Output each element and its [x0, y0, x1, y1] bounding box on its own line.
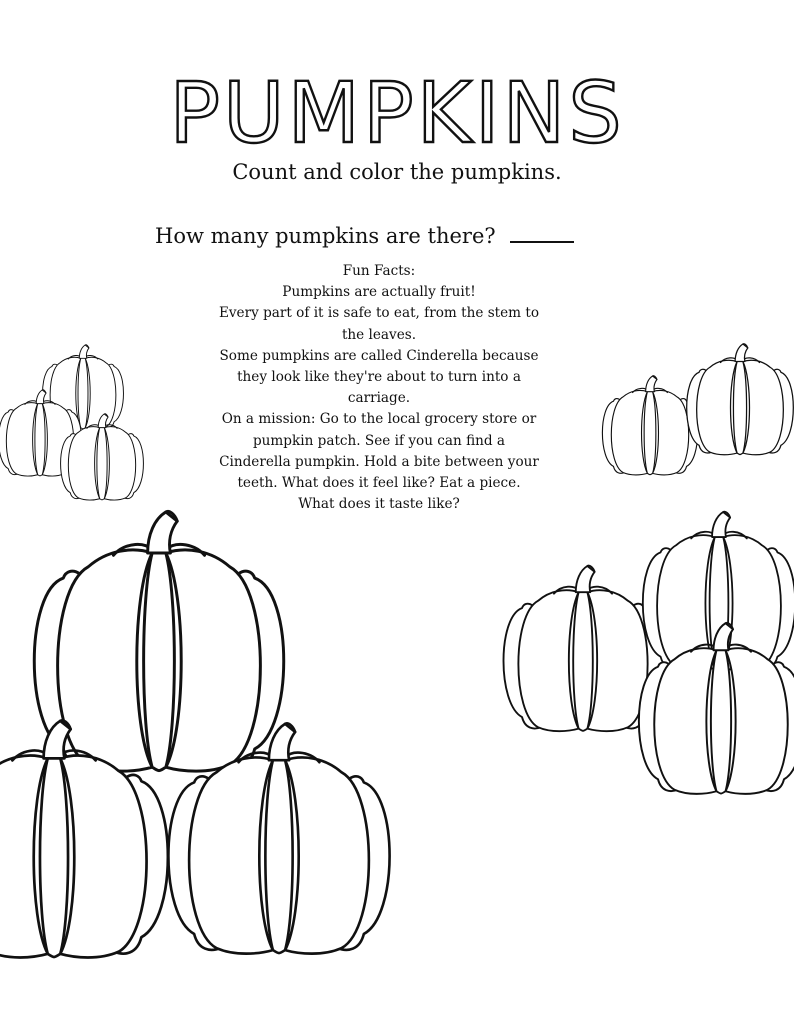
- count-question: [155, 224, 574, 248]
- fun-fact-line: What does it taste like?: [298, 496, 460, 513]
- fun-fact-line: teeth. What does it feel like? Eat a piece.: [237, 475, 521, 492]
- fun-facts-heading: Fun Facts:: [342, 263, 416, 279]
- fun-fact-line: they look like they're about to turn into a: [237, 369, 521, 386]
- answer-blank[interactable]: [510, 225, 574, 243]
- pumpkin-icon: [34, 511, 283, 771]
- pumpkin-icon: [639, 623, 794, 794]
- fun-fact-line: carriage.: [347, 390, 411, 407]
- fun-fact-line: Pumpkins are actually fruit!: [282, 284, 476, 301]
- fun-fact-line: the leaves.: [341, 326, 417, 343]
- count-question-label: How many pumpkins are there?: [155, 224, 496, 248]
- fun-fact-line: Every part of it is safe to eat, from the stem to: [218, 305, 540, 322]
- pumpkin-icon: [687, 344, 794, 455]
- pumpkin-icon: [61, 414, 144, 500]
- fun-fact-line: pumpkin patch. See if you can find a: [252, 432, 506, 449]
- pumpkin-icon: [0, 720, 168, 957]
- pumpkin-icon: [503, 566, 662, 732]
- fun-fact-line: Some pumpkins are called Cinderella because: [219, 347, 539, 364]
- pumpkin-icon: [0, 390, 81, 476]
- pumpkin-icon: [643, 512, 794, 671]
- instruction-text: Count and color the pumpkins.: [232, 160, 562, 184]
- svg-text:PUMPKINS: PUMPKINS: [169, 64, 625, 162]
- page-title: [0, 52, 794, 162]
- fun-fact-line: Cinderella pumpkin. Hold a bite between your: [219, 453, 539, 470]
- fun-facts: [196, 261, 562, 515]
- pumpkin-icon: [602, 376, 697, 475]
- pumpkin-icon: [43, 345, 124, 429]
- pumpkin-icon: [168, 723, 389, 953]
- fun-fact-line: On a mission: Go to the local grocery store or: [221, 411, 537, 428]
